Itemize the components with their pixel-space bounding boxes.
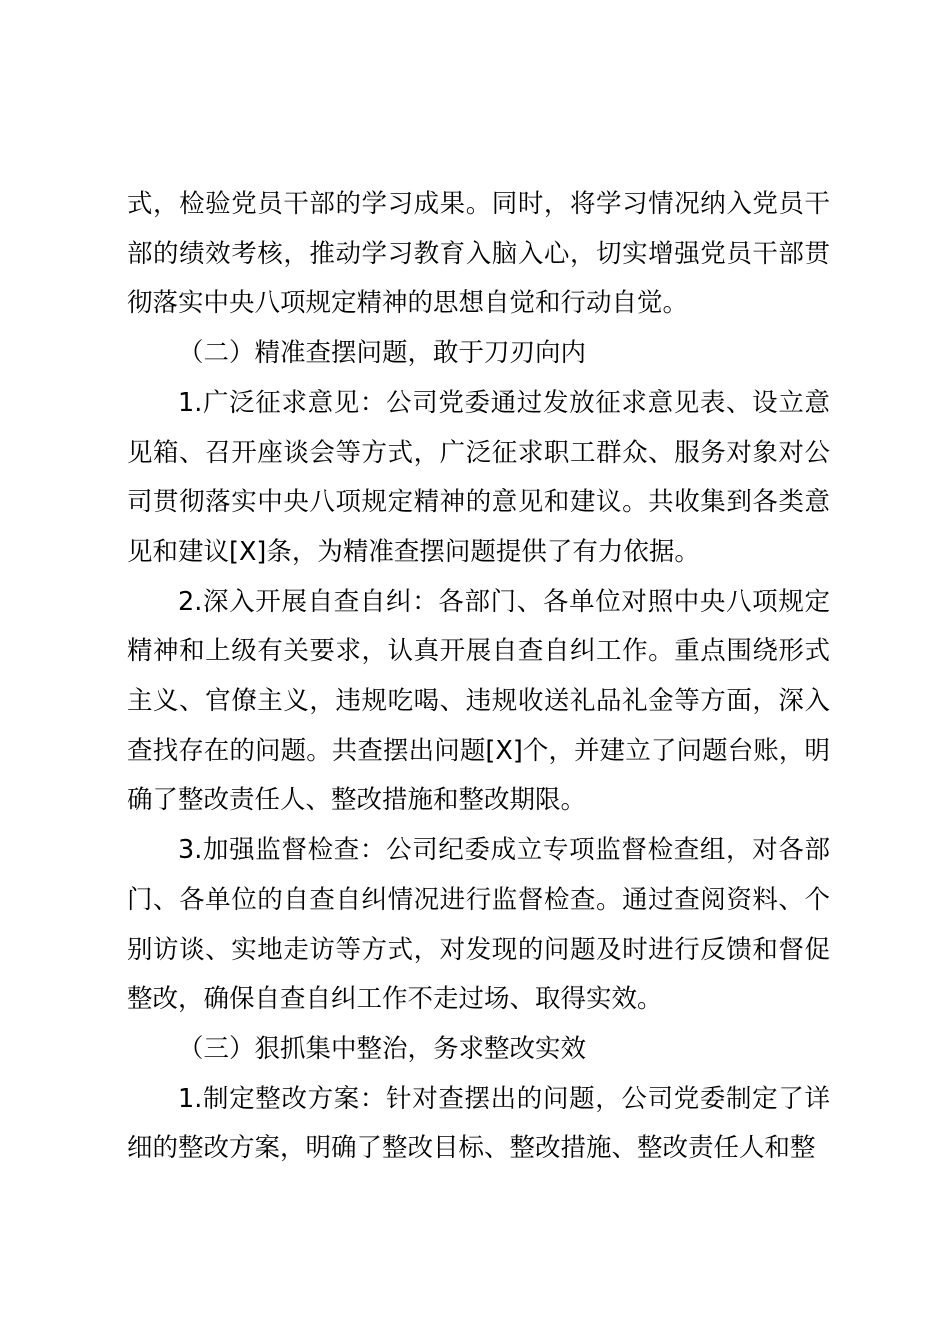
section-heading-3: （三）狠抓集中整治，务求整改实效 (178, 1033, 587, 1064)
section-heading-2: （二）精准查摆问题，敢于刀刃向内 (178, 338, 587, 369)
paragraph-item-2: 2.深入开展自查自纠：各部门、各单位对照中央八项规定精神和上级有关要求，认真开展自查自纠工作。重点围绕形式主义、官僚主义，违规吃喝、违规收送礼品礼金等方面，深入查找存在的问题。共查摆出问题[X]个，并建立了问题台账，明确了整改责任人、整改措施和整改期限。 (127, 586, 830, 816)
paragraph-item-3: 3.加强监督检查：公司纪委成立专项监督检查组，对各部门、各单位的自查自纠情况进行监督检查。通过查阅资料、个别访谈、实地走访等方式，对发现的问题及时进行反馈和督促整改，确保自查自纠工作不走过场、取得实效。 (127, 835, 830, 1015)
paragraph-continuation: 式，检验党员干部的学习成果。同时，将学习情况纳入党员干部的绩效考核，推动学习教育入脑入心，切实增强党员干部贯彻落实中央八项规定精神的思想自觉和行动自觉。 (127, 189, 830, 319)
document-body (127, 180, 830, 1174)
paragraph-item-1-section-3: 1.制定整改方案：针对查摆出的问题，公司党委制定了详细的整改方案，明确了整改目标、整改措施、整改责任人和整 (127, 1083, 830, 1164)
paragraph-item-1: 1.广泛征求意见：公司党委通过发放征求意见表、设立意见箱、召开座谈会等方式，广泛征求职工群众、服务对象对公司贯彻落实中央八项规定精神的意见和建议。共收集到各类意见和建议[X]条，为精准查摆问题提供了有力依据。 (127, 387, 830, 567)
